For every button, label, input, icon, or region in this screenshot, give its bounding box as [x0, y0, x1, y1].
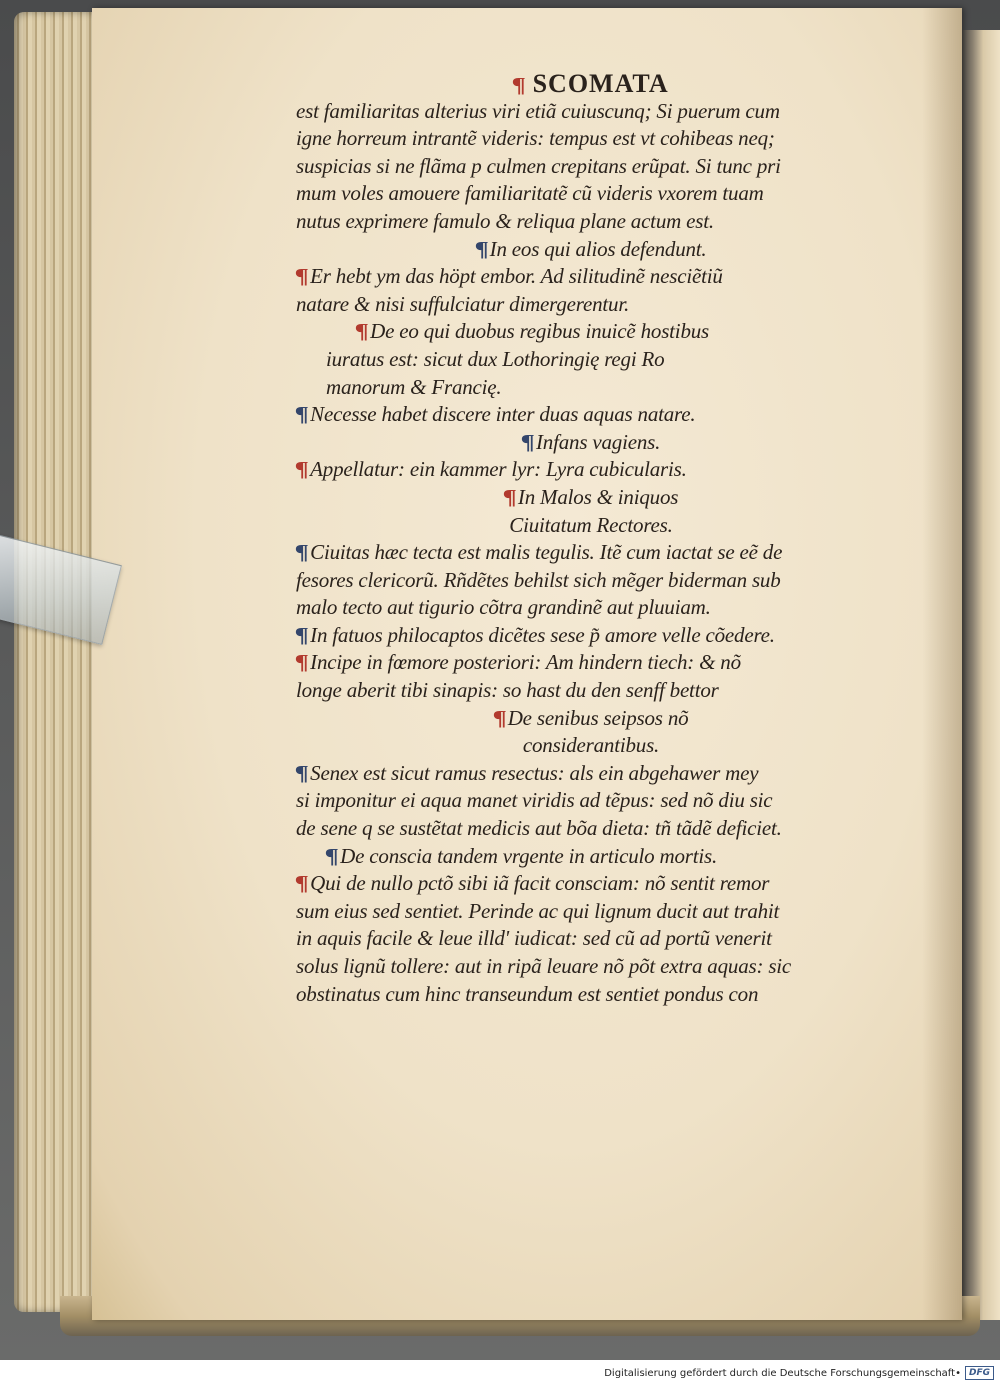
text-line — [296, 732, 886, 760]
line-text: igne horreum intrantẽ videris: tempus est vt cohibeas neq; — [296, 126, 775, 151]
pilcrow-mark: ¶ — [502, 484, 517, 509]
text-line — [296, 318, 886, 346]
text-line — [296, 291, 886, 319]
line-text: in aquis facile & leue illd' iudicat: sed cũ ad portũ venerit — [296, 926, 772, 951]
line-text: iuratus est: sicut dux Lothoringię regi Ro — [326, 346, 665, 371]
line-text: manorum & Francię. — [326, 374, 502, 399]
footer-bar — [0, 1360, 1000, 1386]
text-line — [296, 815, 886, 843]
text-line — [296, 401, 886, 429]
pilcrow-mark: ¶ — [354, 319, 369, 344]
pilcrow-mark: ¶ — [294, 650, 309, 675]
footer-separator: • — [955, 1367, 961, 1379]
line-text: de sene q se sustẽtat medicis aut bõa dieta: tñ tãdẽ deficiet. — [296, 816, 782, 841]
line-text: Er hebt ym das höpt embor. Ad silitudinẽ nesciẽtiũ — [310, 264, 723, 289]
text-line — [296, 925, 886, 953]
line-text: In eos qui alios defendunt. — [489, 236, 707, 261]
line-text: solus lignũ tollere: aut in ripã leuare nõ põt extra aquas: sic — [296, 954, 792, 978]
text-line — [296, 263, 886, 291]
pilcrow-mark: ¶ — [492, 705, 507, 730]
line-text: fesores clericorũ. Rñdẽtes behilst sich mẽger biderman sub — [296, 567, 781, 592]
line-text: suspicias si ne flãma p culmen crepitans erũpat. Si tunc pri — [296, 153, 781, 178]
text-line — [296, 843, 886, 871]
text-line — [296, 539, 886, 567]
text-line — [296, 98, 886, 126]
text-line — [296, 567, 886, 595]
text-line — [296, 787, 886, 815]
line-text: est familiaritas alterius viri etiã cuiuscunq; Si puerum cum — [296, 98, 780, 123]
line-text: Ciuitatum Rectores. — [509, 512, 673, 537]
line-text: Incipe in fœmore posteriori: Am hindern tiech: & nõ — [310, 650, 741, 675]
text-line — [296, 374, 886, 402]
line-text: De senibus seipsos nõ — [507, 705, 689, 730]
line-text: obstinatus cum hinc transeundum est sentiet pondus con — [296, 981, 759, 1006]
text-line — [296, 981, 886, 1009]
line-text: si imponitur ei aqua manet viridis ad tẽpus: sed nõ diu sic — [296, 788, 773, 813]
text-line — [296, 236, 886, 264]
text-line — [296, 153, 886, 181]
line-text: In fatuos philocaptos dicẽtes sese p̃ amore velle cõedere. — [310, 622, 775, 647]
line-text: natare & nisi suffulciatur dimergerentur. — [296, 291, 630, 316]
pilcrow-mark: ¶ — [511, 73, 526, 97]
text-line — [296, 125, 886, 153]
pilcrow-mark: ¶ — [474, 236, 489, 261]
text-line — [296, 208, 886, 236]
pilcrow-mark: ¶ — [294, 760, 309, 785]
heading-title: SCOMATA — [532, 69, 669, 98]
line-text: nutus exprimere famulo & reliqua plane actum est. — [296, 208, 714, 233]
line-text: mum voles amouere familiaritatẽ cũ videris vxorem tuam — [296, 181, 764, 206]
dfg-logo: DFG — [965, 1366, 994, 1380]
line-text: Infans vagiens. — [536, 429, 661, 454]
text-line — [296, 456, 886, 484]
line-text: malo tecto aut tigurio cõtra grandinẽ aut pluuiam. — [296, 595, 711, 620]
text-line — [296, 870, 886, 898]
text-line — [296, 594, 886, 622]
footer-credit: Digitalisierung gefördert durch die Deutsche Forschungsgemeinschaft — [604, 1367, 956, 1379]
page-text — [296, 70, 886, 1008]
pilcrow-mark: ¶ — [294, 402, 309, 427]
line-text: longe aberit tibi sinapis: so hast du den senff bettor — [296, 678, 719, 703]
text-line — [296, 649, 886, 677]
text-line — [296, 512, 886, 540]
text-line — [296, 898, 886, 926]
text-line — [296, 705, 886, 733]
line-text: Necesse habet discere inter duas aquas natare. — [310, 402, 696, 427]
text-line — [296, 760, 886, 788]
text-line — [296, 677, 886, 705]
pilcrow-mark: ¶ — [324, 843, 339, 868]
text-lines — [296, 98, 886, 1009]
text-line — [296, 346, 886, 374]
pilcrow-mark: ¶ — [294, 457, 309, 482]
page-heading — [296, 70, 886, 98]
line-text: Ciuitas hæc tecta est malis tegulis. Itẽ cum iactat se eẽ de — [310, 540, 783, 565]
text-line — [296, 429, 886, 457]
text-line — [296, 180, 886, 208]
pilcrow-mark: ¶ — [520, 429, 535, 454]
facing-page-gutter — [958, 30, 1000, 1320]
pilcrow-mark: ¶ — [294, 264, 309, 289]
line-text: Senex est sicut ramus resectus: als ein abgehawer mey — [310, 760, 759, 785]
line-text: Appellatur: ein kammer lyr: Lyra cubicularis. — [310, 457, 687, 482]
line-text: De conscia tandem vrgente in articulo mortis. — [340, 843, 718, 868]
line-text: sum eius sed sentiet. Perinde ac qui lignum ducit aut trahit — [296, 898, 780, 923]
line-text: De eo qui duobus regibus inuicẽ hostibus — [370, 319, 710, 344]
line-text: Qui de nullo pctõ sibi iã facit consciam: nõ sentit remor — [310, 871, 770, 896]
pilcrow-mark: ¶ — [294, 540, 309, 565]
text-line — [296, 953, 886, 981]
line-text: considerantibus. — [522, 733, 660, 758]
pilcrow-mark: ¶ — [294, 622, 309, 647]
pilcrow-mark: ¶ — [294, 871, 309, 896]
text-line — [296, 622, 886, 650]
line-text: In Malos & iniquos — [517, 484, 679, 509]
text-line — [296, 484, 886, 512]
